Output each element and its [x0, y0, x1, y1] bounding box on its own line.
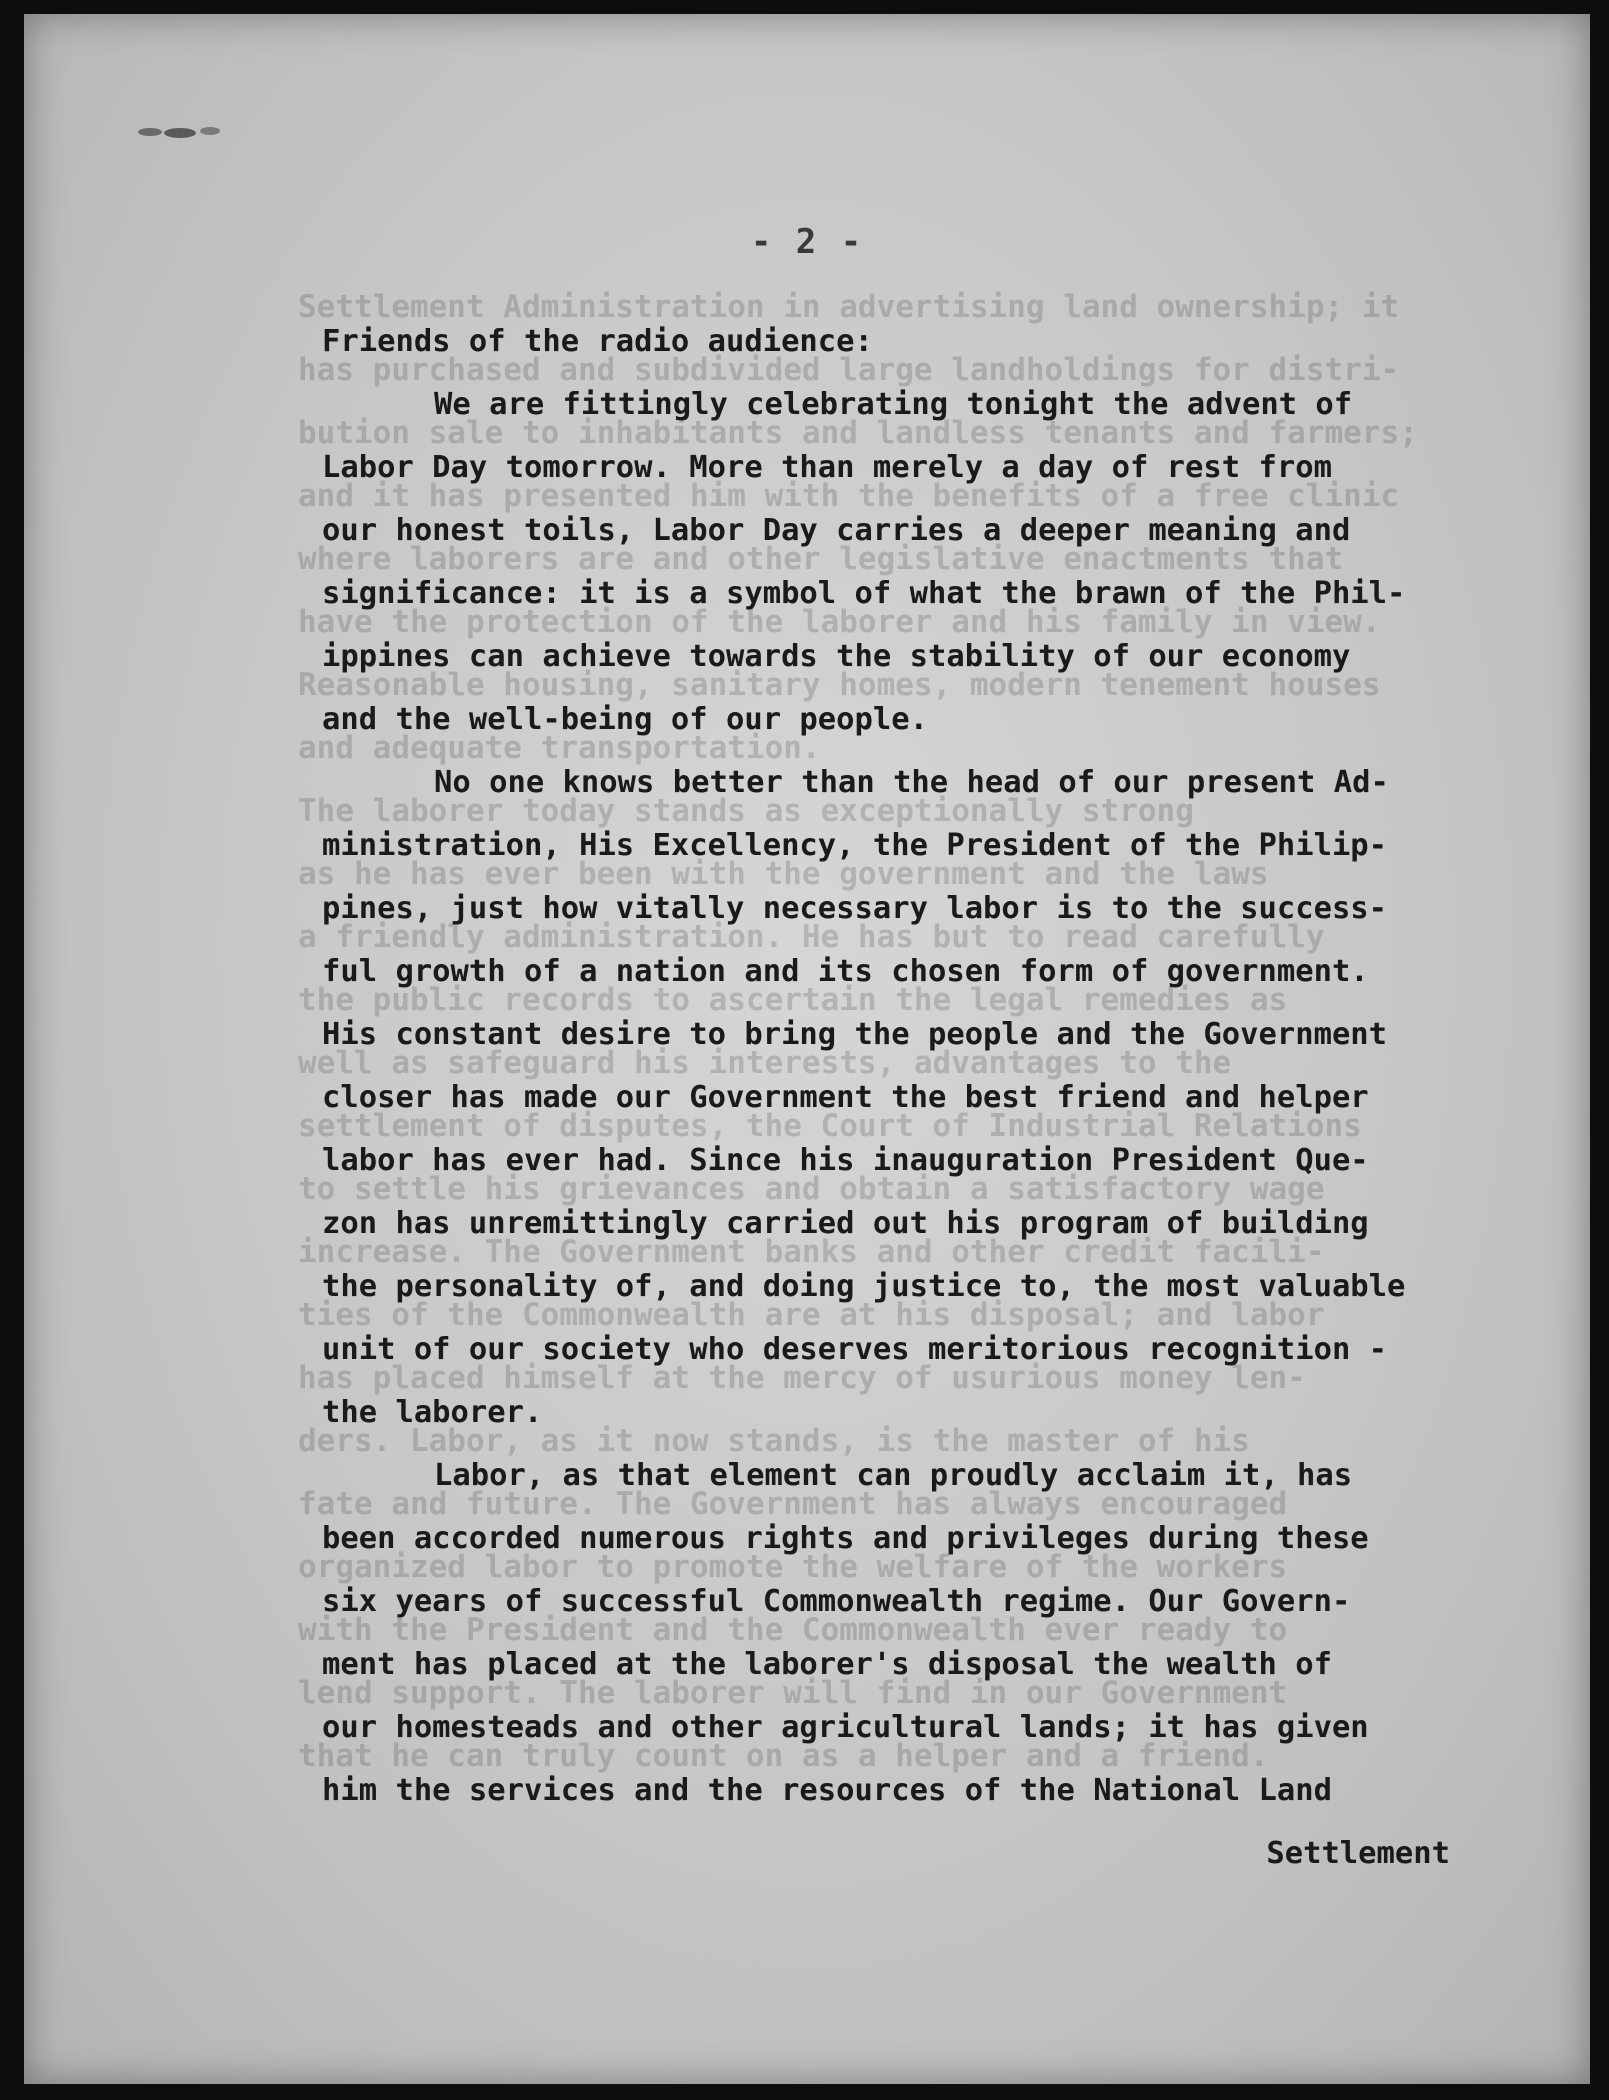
text-line: ippines can achieve towards the stability of our economy [322, 639, 1351, 674]
text-line: Labor Day tomorrow. More than merely a day of rest from [322, 450, 1332, 485]
text-line: ful growth of a nation and its chosen form of government. [322, 954, 1369, 989]
text-line: him the services and the resources of the National Land [322, 1773, 1332, 1808]
catchword: Settlement [1266, 1836, 1450, 1871]
text-line: been accorded numerous rights and privileges during these [322, 1521, 1369, 1556]
text-line: We are fittingly celebrating tonight the advent of [434, 387, 1353, 422]
text-line: our homesteads and other agricultural lands; it has given [322, 1710, 1369, 1745]
text-line: the laborer. [322, 1395, 543, 1430]
typewritten-page [24, 14, 1590, 2084]
letter-body [322, 310, 1492, 1885]
text-line: significance: it is a symbol of what the brawn of the Phil- [322, 576, 1406, 611]
text-line: ment has placed at the laborer's disposal the wealth of [322, 1647, 1332, 1682]
smudge-mark [120, 118, 240, 146]
text-line: our honest toils, Labor Day carries a deeper meaning and [322, 513, 1351, 548]
text-line: unit of our society who deserves meritorious recognition - [322, 1332, 1388, 1367]
text-line: zon has unremittingly carried out his program of building [322, 1206, 1369, 1241]
text-line: the personality of, and doing justice to, the most valuable [322, 1269, 1406, 1304]
bleed-through-text: Settlement Administration in advertising land ownership; it has purchased and subdivided large landholdings for distri- bution sale to inhabitants and landless tenants and farmers; and it has presented him with the benefits of a free clinic where laborers are and other legislative enactments that have the protection of the laborer and his family in view. Reasonable housing, sanitary homes, modern tenement houses and adequate transportation. The laborer today stands as exceptionally strong as he has ever been with the government and the laws a friendly administration. He has but to read carefully the public records to ascertain the legal remedies as well as safeguard his interests, advantages to the settlement of disputes, the Court of Industrial Relations to settle his grievances and obtain a satisfactory wage increase. The Government banks and other credit facili- ties of the Commonwealth are at his disposal; and labor has placed himself at the mercy of usurious money len- ders. Labor, as it now stands, is the master of his fate and future. The Government has always encouraged organized labor to promote the welfare of the workers with the President and the Commonwealth ever ready to lend support. The laborer will find in our Government that he can truly count on as a helper and a friend. [298, 289, 1418, 1774]
text-line: Labor, as that element can proudly acclaim it, has [434, 1458, 1353, 1493]
text-line: six years of successful Commonwealth regime. Our Govern- [322, 1584, 1351, 1619]
text-line: and the well-being of our people. [322, 702, 928, 737]
text-line: closer has made our Government the best friend and helper [322, 1080, 1369, 1115]
text-line: ministration, His Excellency, the President of the Philip- [322, 828, 1388, 863]
text-line: No one knows better than the head of our present Ad- [434, 765, 1389, 800]
text-line: His constant desire to bring the people and the Government [322, 1017, 1388, 1052]
salutation: Friends of the radio audience: [322, 324, 873, 359]
page-number: - 2 - [750, 222, 864, 262]
text-line: labor has ever had. Since his inauguration President Que- [322, 1143, 1369, 1178]
text-line: pines, just how vitally necessary labor is to the success- [322, 891, 1388, 926]
